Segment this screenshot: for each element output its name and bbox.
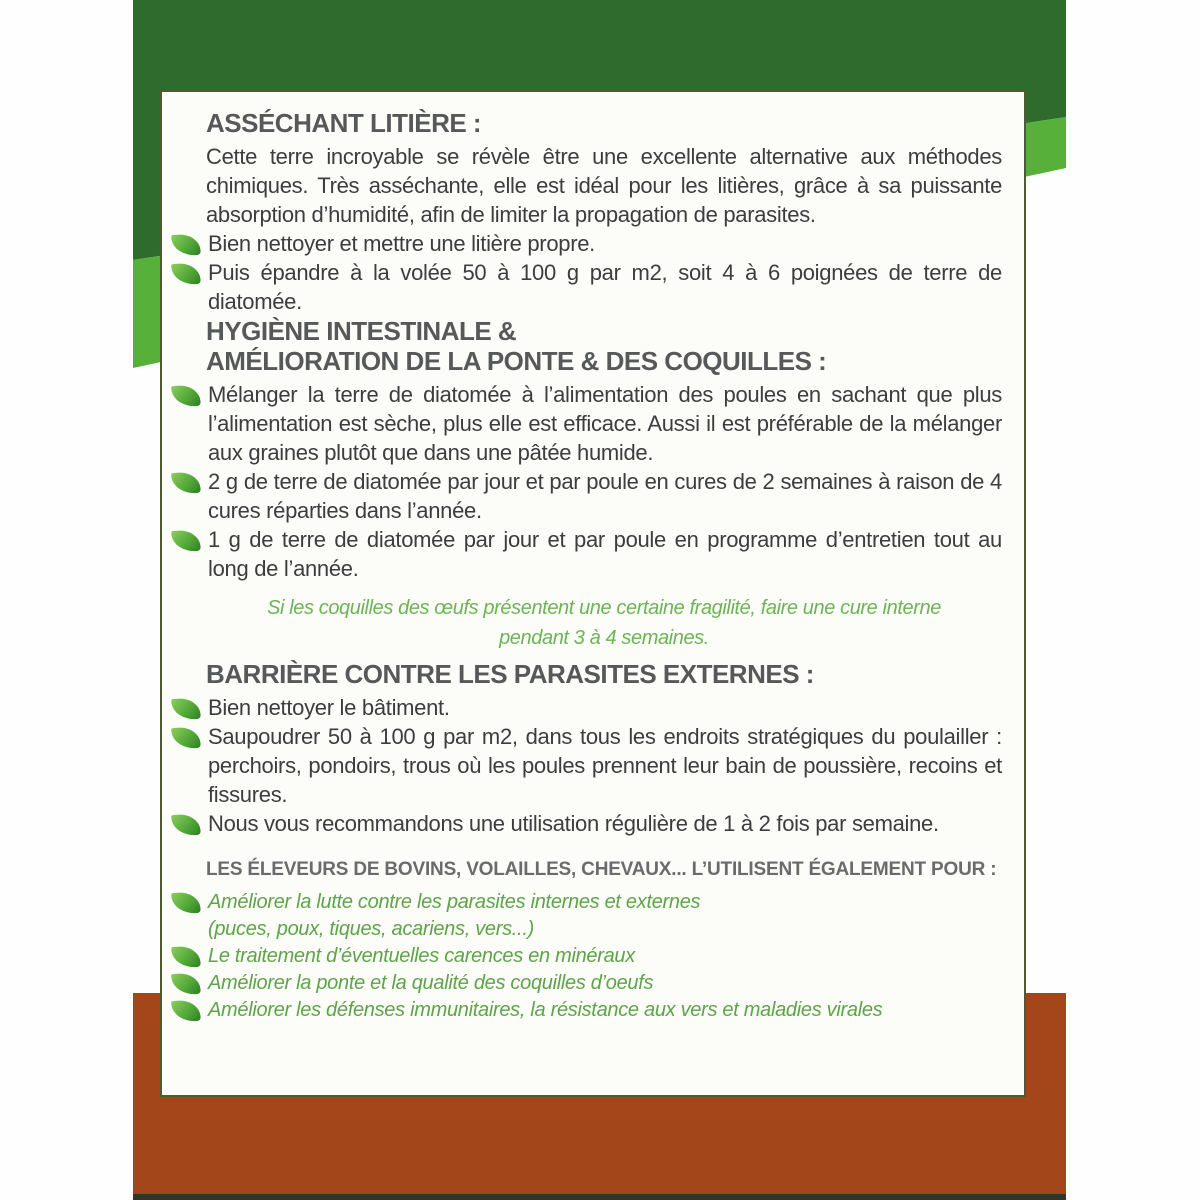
list-item-text: Améliorer la ponte et la qualité des coquilles d’oeufs [208, 972, 654, 994]
leaf-bullet-icon [171, 697, 201, 721]
list-item [172, 970, 1002, 997]
list-item [172, 722, 1002, 809]
list-item-text: Mélanger la terre de diatomée à l’alimentation des poules en sachant que plus l’alimentation est sèche, plus elle est efficace. Aussi il est préférable de la mélanger aux graines plutôt que dans une pâtée humide. [208, 382, 1002, 465]
list-item [172, 525, 1002, 583]
leaf-bullet-icon [171, 262, 201, 286]
eggshell-cure-note-line1: Si les coquilles des œufs présentent une certaine fragilité, faire une cure interne [267, 597, 941, 619]
leaf-bullet-icon [171, 726, 201, 750]
section-title-barriere-parasites: BARRIÈRE CONTRE LES PARASITES EXTERNES : [206, 659, 814, 689]
section-title-hygiene-line1: HYGIÈNE INTESTINALE & [206, 316, 517, 346]
leaf-bullet-icon [171, 471, 201, 495]
footer-dark-edge [133, 1194, 1066, 1200]
list-item-text: Bien nettoyer et mettre une litière propre. [208, 231, 595, 256]
list-item-text: Améliorer la lutte contre les parasites internes et externes [208, 891, 701, 913]
eggshell-cure-note-line2: pendant 3 à 4 semaines. [499, 627, 709, 649]
list-item [172, 380, 1002, 467]
section-title-assechant-litiere: ASSÉCHANT LITIÈRE : [206, 108, 482, 138]
instructions-card [160, 90, 1026, 1097]
leaf-bullet-icon [171, 384, 201, 408]
list-item-text: Nous vous recommandons une utilisation régulière de 1 à 2 fois par semaine. [208, 811, 939, 836]
list-item-text: 1 g de terre de diatomée par jour et par poule en programme d’entretien tout au long de l’année. [208, 527, 1002, 581]
list-item [172, 467, 1002, 525]
list-item-text: Améliorer les défenses immunitaires, la résistance aux vers et maladies virales [208, 999, 883, 1021]
list-item-text: Saupoudrer 50 à 100 g par m2, dans tous les endroits stratégiques du poulailler : perchoirs, pondoirs, trous où les poules prennent leur bain de poussière, recoins et fissures. [208, 724, 1002, 807]
section-title-eleveurs: LES ÉLEVEURS DE BOVINS, VOLAILLES, CHEVAUX... L’UTILISENT ÉGALEMENT POUR : [206, 859, 997, 880]
eggshell-cure-note [206, 593, 1002, 653]
leaf-bullet-icon [171, 999, 201, 1023]
list-item-text: Le traitement d’éventuelles carences en minéraux [208, 945, 635, 967]
list-item [172, 809, 1002, 838]
list-item [172, 258, 1002, 316]
list-item [172, 229, 1002, 258]
list-item-text: 2 g de terre de diatomée par jour et par poule en cures de 2 semaines à raison de 4 cures réparties dans l’année. [208, 469, 1002, 523]
leaf-bullet-icon [171, 529, 201, 553]
section-title-hygiene-line2: AMÉLIORATION DE LA PONTE & DES COQUILLES : [206, 346, 827, 376]
leaf-bullet-icon [171, 945, 201, 969]
list-item [172, 693, 1002, 722]
list-item [172, 997, 1002, 1024]
list-item-text: (puces, poux, tiques, acariens, vers...) [208, 918, 534, 940]
list-item-text: Bien nettoyer le bâtiment. [208, 695, 450, 720]
leaf-bullet-icon [171, 972, 201, 996]
leaf-bullet-icon [171, 813, 201, 837]
list-item [172, 943, 1002, 970]
list-item-text: Puis épandre à la volée 50 à 100 g par m2, soit 4 à 6 poignées de terre de diatomée. [208, 260, 1002, 314]
leaf-bullet-icon [171, 233, 201, 257]
list-item [172, 889, 1002, 916]
list-item-continuation [172, 916, 1002, 943]
section1-intro-paragraph: Cette terre incroyable se révèle être une excellente alternative aux méthodes chimiques. Très asséchante, elle est idéal pour les litières, grâce à sa puissante absorption d’humidité, afin de limiter la propagation de parasites. [206, 144, 1002, 227]
leaf-bullet-icon [171, 891, 201, 915]
